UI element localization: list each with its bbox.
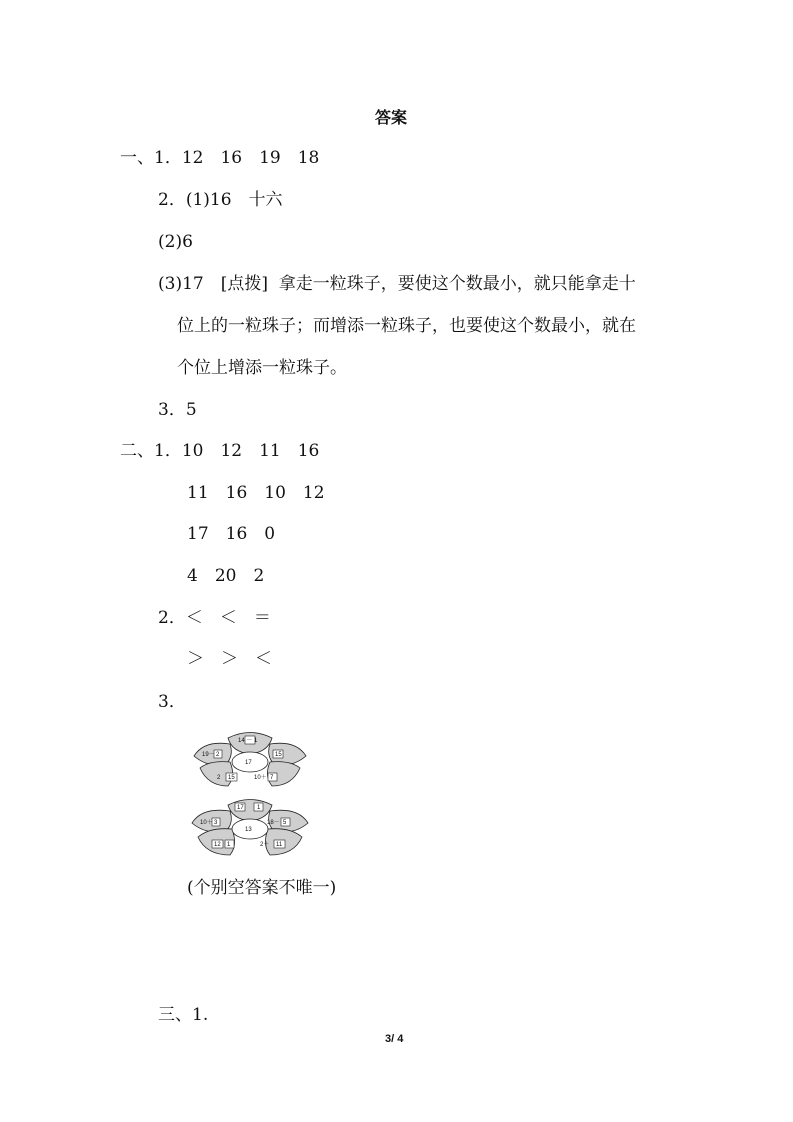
flower1-bottom-right-a: 10＋ bbox=[254, 775, 267, 781]
flower-diagram-1 bbox=[190, 730, 310, 788]
flower2-bottom-right-a: 2＋ bbox=[260, 842, 270, 848]
flower-diagram-2 bbox=[190, 797, 310, 857]
flower2-bottom-right-b: 11 bbox=[276, 842, 283, 848]
flower2-bottom-left-a: 12 bbox=[214, 842, 221, 848]
answer-line-8: 二、1．10 12 11 16 bbox=[120, 441, 320, 461]
flower2-center: 13 bbox=[245, 827, 252, 833]
flower2-top-a: 17 bbox=[237, 805, 244, 811]
flower2-right-b: 5 bbox=[283, 820, 287, 826]
petal bbox=[228, 800, 272, 822]
flower1-bottom-left-a: 2 bbox=[217, 775, 221, 781]
flower2-left-a: 10＋ bbox=[200, 820, 213, 826]
answer-line-14: 3． bbox=[158, 692, 186, 712]
answer-note: (个别空答案不唯一) bbox=[187, 878, 337, 898]
flower1-bottom-right-b: 7 bbox=[270, 775, 274, 781]
answer-line-16: 三、1. bbox=[158, 1005, 209, 1025]
answer-line-3: (2)6 bbox=[158, 232, 193, 252]
flower1-right: 15 bbox=[275, 752, 282, 758]
page-number: 3/ 4 bbox=[385, 1033, 404, 1045]
answer-line-5: 位上的一粒珠子；而增添一粒珠子，也要使这个数最小，就在 bbox=[177, 316, 636, 336]
flower1-left-a: 19－ bbox=[202, 752, 215, 758]
flower1-center: 17 bbox=[245, 760, 252, 766]
answer-line-13: ＞ ＞ ＜ bbox=[187, 649, 272, 669]
flower1-bottom-left-b: 15 bbox=[228, 775, 235, 781]
answer-line-4: (3)17 [点拨] 拿走一粒珠子，要使这个数最小，就只能拿走十 bbox=[158, 274, 636, 294]
answer-line-10: 17 16 0 bbox=[187, 524, 276, 544]
flower2-top-b: 1 bbox=[257, 805, 261, 811]
flower2-bottom-left-b: 1 bbox=[227, 842, 231, 848]
answer-line-2: 2．(1)16 十六 bbox=[158, 190, 283, 210]
answer-line-9: 11 16 10 12 bbox=[187, 483, 325, 503]
flower2-left-b: 3 bbox=[214, 820, 218, 826]
answer-line-12: 2．＜ ＜ ＝ bbox=[158, 608, 271, 628]
answer-line-7: 3．5 bbox=[158, 400, 197, 420]
answer-line-11: 4 20 2 bbox=[187, 566, 265, 586]
page-title: 答案 bbox=[375, 108, 408, 127]
flower2-right-a: 18－ bbox=[267, 820, 280, 826]
flower1-top: 14 － 1 bbox=[238, 738, 258, 744]
answer-line-1: 一、1．12 16 19 18 bbox=[120, 148, 320, 168]
flower1-left-b: 2 bbox=[216, 752, 220, 758]
answer-line-6: 个位上增添一粒珠子。 bbox=[177, 358, 347, 378]
